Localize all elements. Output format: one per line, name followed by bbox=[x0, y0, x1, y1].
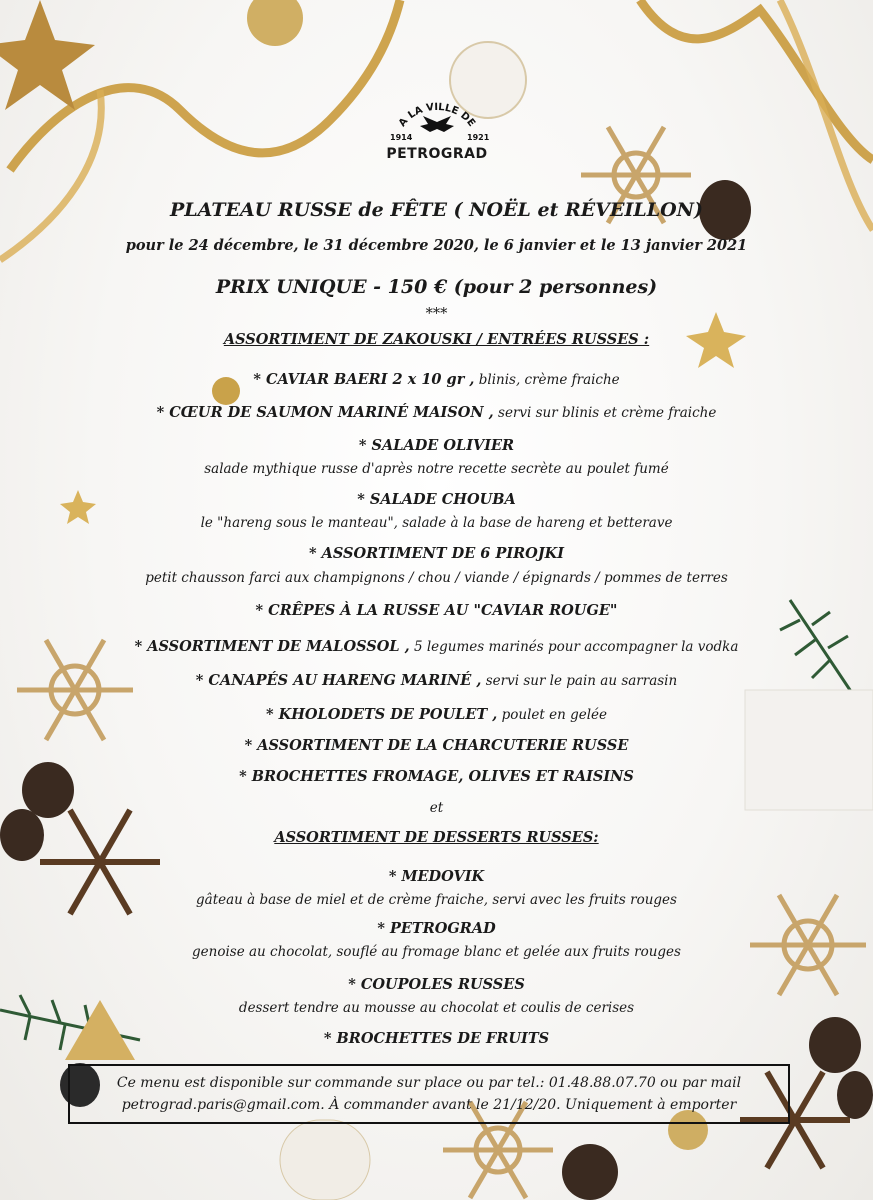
item-detail: poulet en gelée bbox=[497, 707, 607, 723]
item-name: * ASSORTIMENT DE 6 PIROJKI bbox=[308, 545, 565, 562]
item-detail: blinis, crème fraiche bbox=[474, 372, 620, 388]
gold-ribbon-left-2 bbox=[0, 90, 101, 260]
item-description: salade mythique russe d'après notre recette secrète au poulet fumé bbox=[204, 461, 669, 477]
item-description: gâteau à base de miel et de crème fraiche, servi avec les fruits rouges bbox=[196, 892, 677, 908]
item-name: * COUPOLES RUSSES bbox=[348, 976, 525, 993]
item-name: * SALADE OLIVIER bbox=[358, 437, 515, 454]
pine-cone bbox=[562, 1144, 618, 1200]
menu-item bbox=[0, 437, 873, 454]
menu-item bbox=[0, 491, 873, 508]
gold-ribbon-right bbox=[640, 0, 873, 160]
logo-name: PETROGRAD bbox=[386, 146, 488, 162]
item-description: genoise au chocolat, souflé au fromage blanc et gelée aux fruits rouges bbox=[192, 944, 681, 960]
pine-cone bbox=[837, 1071, 873, 1119]
item-name: * MEDOVIK bbox=[388, 868, 485, 885]
item-name: * PETROGRAD bbox=[377, 920, 496, 937]
desserts-heading: ASSORTIMENT DE DESSERTS RUSSES: bbox=[274, 829, 599, 846]
item-description: dessert tendre au mousse au chocolat et coulis de cerises bbox=[238, 1000, 635, 1016]
item-detail: servi sur le pain au sarrasin bbox=[481, 673, 678, 689]
menu-item bbox=[0, 920, 873, 937]
connector-text: et bbox=[429, 800, 444, 816]
menu-item bbox=[0, 371, 873, 388]
logo-year-left: 1914 bbox=[390, 133, 413, 142]
order-info-line: Ce menu est disponible sur commande sur place ou par tel.: 01.48.88.07.70 ou par mail bbox=[116, 1075, 742, 1091]
menu-item bbox=[0, 638, 873, 655]
item-name: * BROCHETTES FROMAGE, OLIVES ET RAISINS bbox=[239, 768, 634, 785]
eagle-icon bbox=[420, 116, 454, 132]
menu-item bbox=[0, 602, 873, 619]
menu-item bbox=[0, 868, 873, 885]
petrograd-logo bbox=[372, 100, 502, 170]
order-info-line: petrograd.paris@gmail.com. À commander avant le 21/12/20. Uniquement à emporter bbox=[121, 1097, 737, 1113]
separator: *** bbox=[425, 306, 448, 322]
menu-item bbox=[0, 1030, 873, 1047]
item-description: petit chausson farci aux champignons / chou / viande / épignards / pommes de terres bbox=[145, 570, 728, 586]
item-name: * CRÊPES À LA RUSSE AU "CAVIAR ROUGE" bbox=[255, 602, 618, 619]
item-name: * CAVIAR BAERI 2 x 10 gr , bbox=[253, 371, 475, 388]
item-name: * ASSORTIMENT DE LA CHARCUTERIE RUSSE bbox=[244, 737, 629, 754]
menu-title: PLATEAU RUSSE de FÊTE ( NOËL et RÉVEILLON) bbox=[169, 199, 704, 221]
item-name: * CANAPÉS AU HARENG MARINÉ , bbox=[195, 672, 482, 689]
item-name: * ASSORTIMENT DE MALOSSOL , bbox=[134, 638, 410, 655]
item-detail: 5 legumes marinés pour accompagner la vodka bbox=[409, 639, 739, 655]
menu-item bbox=[0, 768, 873, 785]
menu-item bbox=[0, 545, 873, 562]
menu-dates: pour le 24 décembre, le 31 décembre 2020, le 6 janvier et le 13 janvier 2021 bbox=[125, 237, 748, 254]
menu-item bbox=[0, 737, 873, 754]
item-name: * CŒUR DE SAUMON MARINÉ MAISON , bbox=[156, 404, 494, 421]
gold-ribbon-right-2 bbox=[780, 0, 873, 230]
item-name: * KHOLODETS DE POULET , bbox=[265, 706, 498, 723]
item-detail: servi sur blinis et crème fraiche bbox=[493, 405, 717, 421]
starters-heading: ASSORTIMENT DE ZAKOUSKI / ENTRÉES RUSSES : bbox=[223, 331, 650, 348]
menu-item bbox=[0, 706, 873, 723]
item-description: le "hareng sous le manteau", salade à la base de hareng et betterave bbox=[200, 515, 673, 531]
menu-price: PRIX UNIQUE - 150 € (pour 2 personnes) bbox=[215, 276, 658, 298]
menu-item bbox=[0, 404, 873, 421]
snowflake-left bbox=[17, 640, 133, 740]
gold-star-top-left bbox=[0, 0, 95, 110]
gold-ornament bbox=[247, 0, 303, 46]
item-name: * SALADE CHOUBA bbox=[357, 491, 516, 508]
menu-item bbox=[0, 976, 873, 993]
gold-ribbon-left bbox=[10, 0, 400, 170]
logo-arc-text: A LA VILLE DE bbox=[397, 101, 478, 129]
item-name: * BROCHETTES DE FRUITS bbox=[323, 1030, 550, 1047]
menu-item bbox=[0, 672, 873, 689]
order-info-box bbox=[68, 1064, 790, 1124]
logo-emblem bbox=[372, 100, 502, 146]
logo-year-right: 1921 bbox=[467, 133, 490, 142]
ornament-ball-bottom bbox=[280, 1120, 370, 1200]
